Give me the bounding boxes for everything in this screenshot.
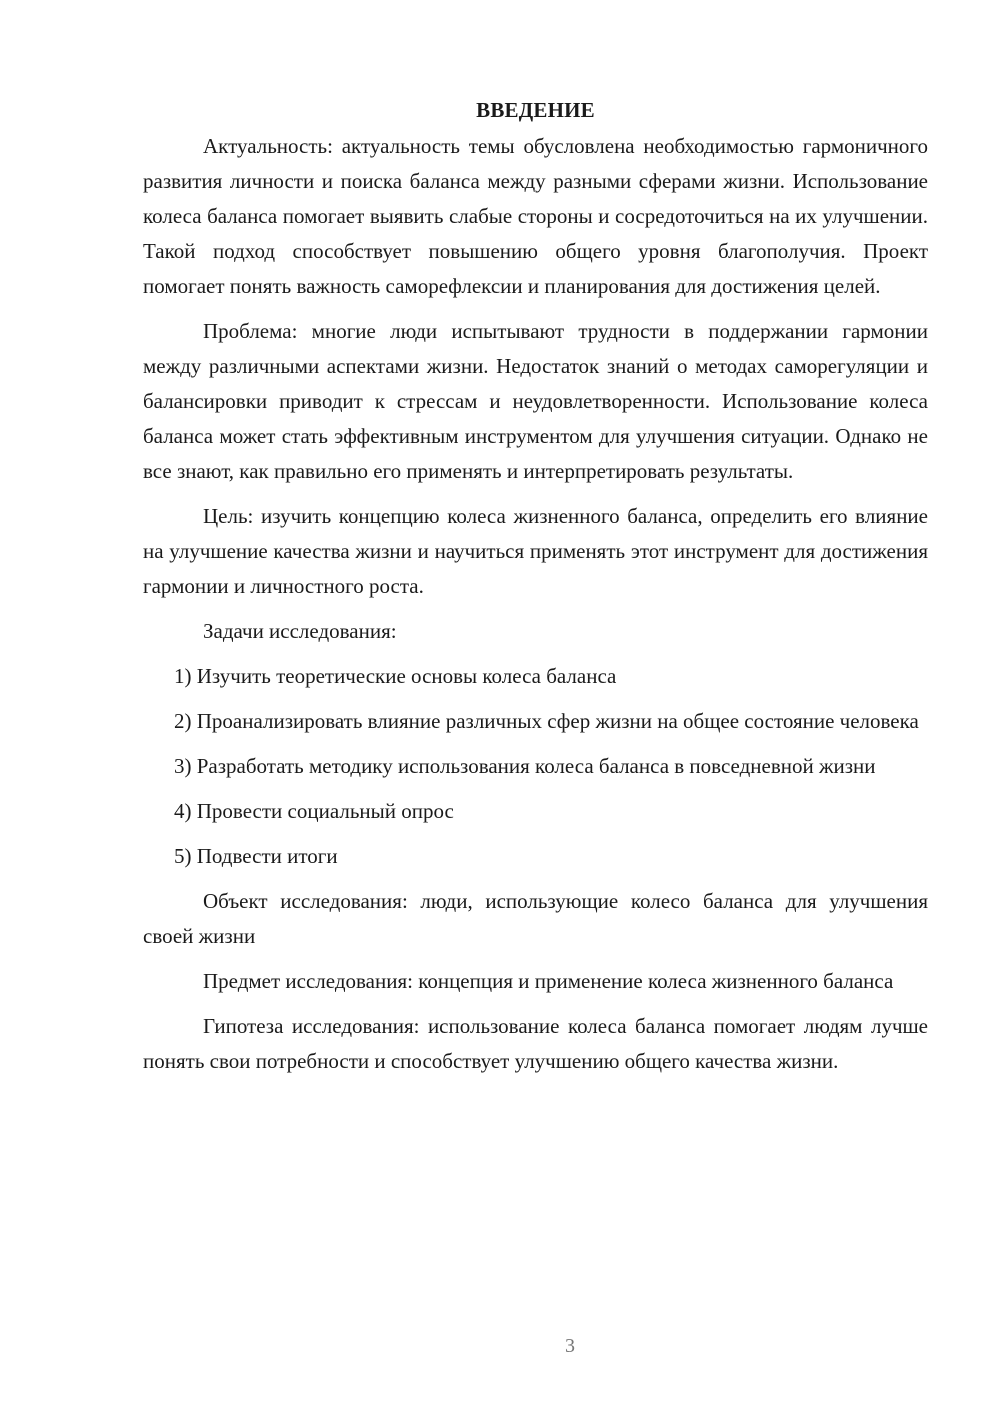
tasks-heading: Задачи исследования:: [203, 619, 397, 643]
task-item: 3) Разработать методику использования колеса баланса в повседневной жизни: [174, 754, 876, 778]
paragraph-subject: Предмет исследования: концепция и применение колеса жизненного баланса: [203, 969, 894, 993]
page-title: ВВЕДЕНИЕ: [476, 98, 595, 122]
paragraph-relevance: Актуальность: актуальность темы обусловлена необходимостью гармоничного развития личности и поиска баланса между разными сферами жизни. Использование колеса баланса помогает выявить слабые стороны и сосредоточиться на их улучшении. Такой подход способствует повышению общего уровня благополучия. Проект помогает понять важность саморефлексии и планирования для достижения целей.: [143, 134, 928, 298]
task-item: 2) Проанализировать влияние различных сфер жизни на общее состояние человека: [174, 709, 919, 733]
page-number: 3: [565, 1335, 575, 1357]
paragraph-hypothesis: Гипотеза исследования: использование колеса баланса помогает людям лучше понять свои потребности и способствует улучшению общего качества жизни.: [143, 1014, 928, 1073]
paragraph-problem: Проблема: многие люди испытывают трудности в поддержании гармонии между различными аспектами жизни. Недостаток знаний о методах саморегуляции и балансировки приводит к стрессам и неудовлетворенности. Использование колеса баланса может стать эффективным инструментом для улучшения ситуации. Однако не все знают, как правильно его применять и интерпретировать результаты.: [143, 319, 928, 483]
document-page: [143, 95, 928, 1079]
task-item: 5) Подвести итоги: [174, 844, 338, 868]
paragraph-goal: Цель: изучить концепцию колеса жизненного баланса, определить его влияние на улучшение качества жизни и научиться применять этот инструмент для достижения гармонии и личностного роста.: [143, 504, 928, 598]
task-item: 1) Изучить теоретические основы колеса баланса: [174, 664, 617, 688]
paragraph-object: Объект исследования: люди, использующие колесо баланса для улучшения своей жизни: [143, 889, 928, 948]
task-item: 4) Провести социальный опрос: [174, 799, 454, 823]
